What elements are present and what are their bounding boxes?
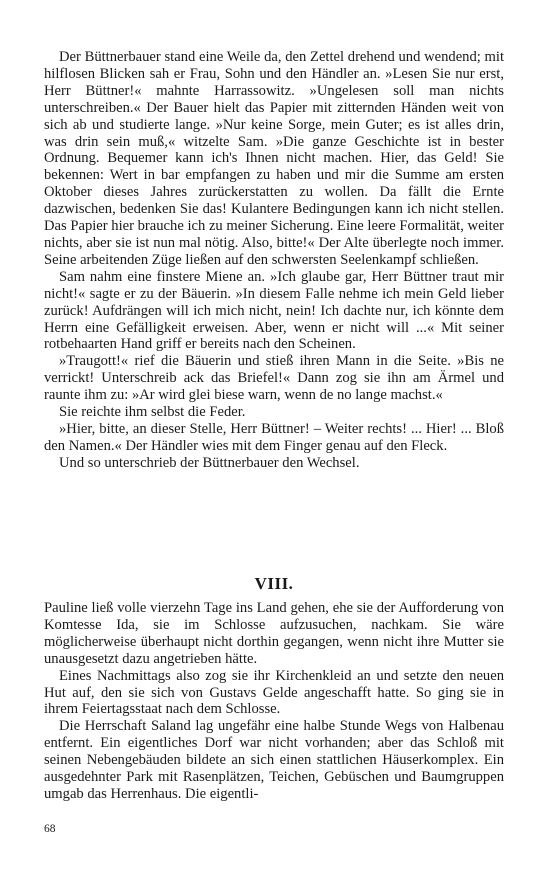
paragraph: »Hier, bitte, an dieser Stelle, Herr Büttner! – Weiter rechts! ... Hier! ... Bloß den Namen.« Der Händler wies mit dem Finger genau auf den Fleck. xyxy=(44,420,504,454)
paragraph: Die Herrschaft Saland lag ungefähr eine halbe Stunde Wegs von Halbenau entfernt. Ein eigentliches Dorf war nicht vorhanden; aber das Schloß mit seinen Nebengebäuden bildete an sich einen stattlichen Häuserkomplex. Ein ausgedehnter Park mit Rasenplätzen, Teichen, Gebüschen und Baumgruppen umgab das Herrenhaus. Die eigentli- xyxy=(44,718,504,802)
body-text-section-2 xyxy=(44,600,504,803)
paragraph: »Traugott!« rief die Bäuerin und stieß ihren Mann in die Seite. »Bis ne verrickt! Unterschreib ack das Briefel!« Dann zog sie ihn am Ärmel und raunte ihm zu: »Ar wird glei biese warn, wenn de no lange machst.« xyxy=(44,353,504,404)
paragraph: Und so unterschrieb der Büttnerbauer den Wechsel. xyxy=(59,454,360,471)
body-text-section-1 xyxy=(44,49,504,472)
paragraph: Eines Nachmittags also zog sie ihr Kirchenkleid an und setzte den neuen Hut auf, den sie sich von Gustavs Gelde angeschafft hatte. So ging sie in ihrem Feiertagsstaat nach dem Schlosse. xyxy=(44,667,504,718)
paragraph: Pauline ließ volle vierzehn Tage ins Land gehen, ehe sie der Aufforderung von Komtesse Ida, sie im Schlosse aufzusuchen, nachkam. Sie wäre möglicherweise überhaupt nicht dorthin gegangen, wenn nicht ihre Mutter sie unausgesetzt dazu angetrieben hätte. xyxy=(44,600,504,667)
paragraph: Sie reichte ihm selbst die Feder. xyxy=(59,404,246,421)
paragraph: Der Büttnerbauer stand eine Weile da, den Zettel drehend und wendend; mit hilflosen Blicken sah er Frau, Sohn und den Händler an. »Lesen Sie nur erst, Herr Büttner!« mahnte Harrassowitz. »Ungelesen soll man nichts unterschreiben.« Der Bauer hielt das Papier mit zitternden Händen weit von sich ab und studierte lange. »Nur keine Sorge, mein Guter; es ist alles drin, was drin sein muß,« witzelte Sam. »Die ganze Geschichte ist in bester Ordnung. Bequemer kann ich's Ihnen nicht machen. Hier, das Geld! Sie bekennen: Wert in bar empfangen zu haben und mir die Summe am ersten Oktober dieses Jahres zurückerstatten zu wollen. Da fällt die Ernte dazwischen, bedenken Sie das! Kulantere Bedingungen kann ich nicht stellen. Das Papier hier brauche ich zu meiner Sicherung. Eine leere Formalität, weiter nichts, aber sie ist nun mal nötig. Also, bitte!« Der Alte überlegte noch immer. Seine arbeitenden Züge ließen auf den schwersten Seelenkampf schließen. xyxy=(44,49,504,268)
page-number: 68 xyxy=(44,823,56,835)
chapter-heading: VIII. xyxy=(254,574,294,593)
paragraph: Sam nahm eine finstere Miene an. »Ich glaube gar, Herr Büttner traut mir nicht!« sagte er zu der Bäuerin. »In diesem Falle nehme ich mein Geld lieber zurück! Aufdrängen will ich mich nicht, nein! Ich dachte nur, ich könnte dem Herrn eine Gefälligkeit erweisen. Aber, wenn er nicht will ...« Mit seiner rotbehaarten Hand griff er bereits nach den Scheinen. xyxy=(44,268,504,353)
